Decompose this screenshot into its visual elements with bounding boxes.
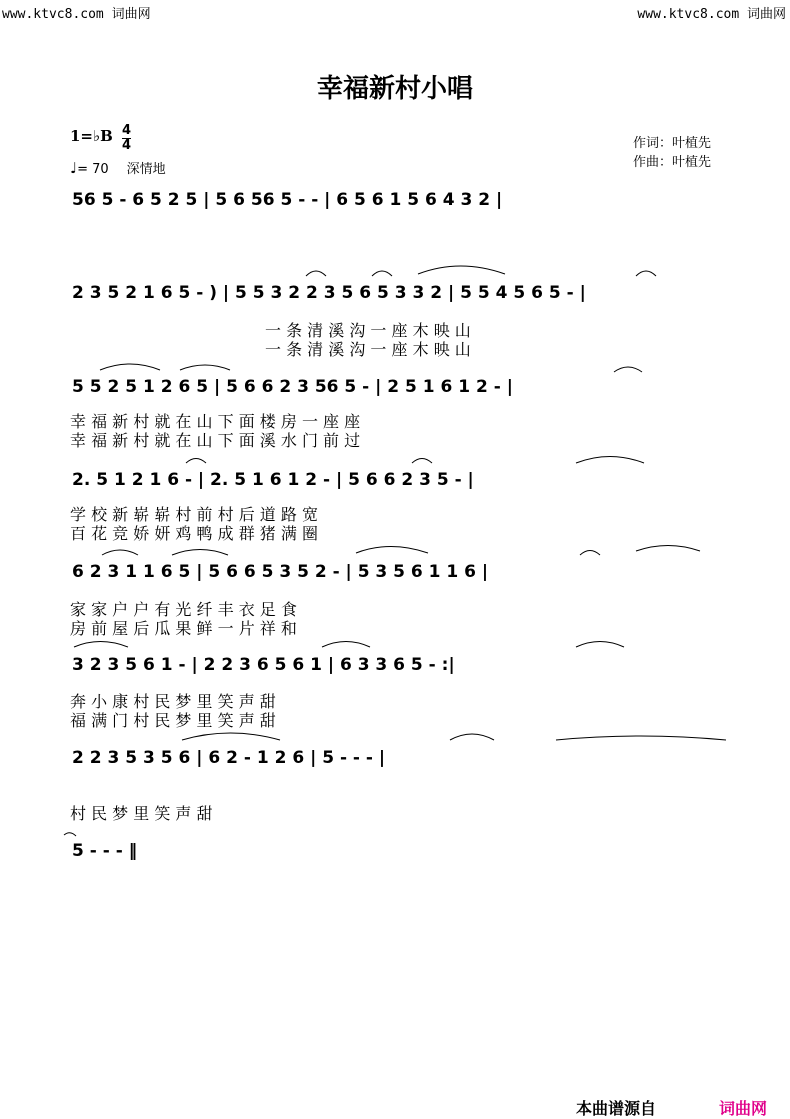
watermark-left: www.ktvc8.com 词曲网	[2, 7, 151, 22]
score-row-3-lyric-1: 幸 福 新 村 就 在 山 下 面 楼 房 一 座 座	[70, 412, 361, 431]
score-row-6-lyric-1: 奔 小 康 村 民 梦 里 笑 声 甜	[70, 692, 276, 711]
score-row-8-notes: 5 - - - ‖	[72, 841, 138, 861]
score-row-2-notes: 2 3 5 2 1 6 5 - ) | 5 5 3 2 2 3 5 6 5 3 3 2 | 5 5 4 5 6 5 - |	[72, 283, 586, 303]
score-row-1-notes: 56 5 - 6 5 2 5 | 5 6 56 5 - - | 6 5 6 1 5 6 4 3 2 |	[72, 190, 503, 210]
score-row-4-notes: 2. 5 1 2 1 6 - | 2. 5 1 6 1 2 - | 5 6 6 2 3 5 - |	[72, 470, 474, 490]
time-signature-bottom: 4	[122, 138, 132, 153]
page-title: 幸福新村小唱	[316, 74, 473, 104]
score-row-2-lyric-2: 一 条 清 溪 沟 一 座 木 映 山	[265, 340, 471, 359]
tempo-marking	[70, 158, 166, 177]
site-logo[interactable]: 词曲网	[719, 1099, 768, 1118]
lyricist-credit: 作词：叶植先	[633, 136, 712, 151]
expression-marking: 深情地	[126, 162, 166, 177]
score-row-6-lyric-2: 福 满 门 村 民 梦 里 笑 声 甜	[70, 711, 276, 730]
score-row-3-lyric-2: 幸 福 新 村 就 在 山 下 面 溪 水 门 前 过	[70, 431, 361, 450]
score-row-5-lyric-2: 房 前 屋 后 瓜 果 鲜 一 片 祥 和	[70, 619, 297, 638]
score-row-6-notes: 3 2 3 5 6 1 - | 2 2 3 6 5 6 1 | 6 3 3 6 5 - :|	[72, 655, 455, 675]
score-row-4-lyric-1: 学 校 新 崭 崭 村 前 村 后 道 路 宽	[70, 505, 318, 524]
key-signature: 1=♭B	[70, 127, 113, 145]
score-row-7-notes: 2 2 3 5 3 5 6 | 6 2 - 1 2 6 | 5 - - - |	[72, 748, 386, 768]
tempo-value: = 70	[77, 162, 109, 177]
watermark-right: www.ktvc8.com 词曲网	[637, 7, 786, 22]
time-signature-top: 4	[122, 123, 132, 138]
quarter-note-icon: ♩	[70, 159, 78, 177]
credits	[633, 134, 711, 172]
score-row-5-lyric-1: 家 家 户 户 有 光 纤 丰 衣 足 食	[70, 600, 297, 619]
time-signature	[122, 124, 131, 153]
score-row-2-lyric-1: 一 条 清 溪 沟 一 座 木 映 山	[265, 321, 471, 340]
score-row-3-notes: 5 5 2 5 1 2 6 5 | 5 6 6 2 3 56 5 - | 2 5 1 6 1 2 - |	[72, 377, 513, 397]
score-row-5-notes: 6 2 3 1 1 6 5 | 5 6 6 5 3 5 2 - | 5 3 5 6 1 1 6 |	[72, 562, 489, 582]
score-row-7-lyric-1: 村 民 梦 里 笑 声 甜	[70, 804, 213, 823]
score-row-4-lyric-2: 百 花 竞 娇 妍 鸡 鸭 成 群 猪 满 圈	[70, 524, 318, 543]
footer-source: 本曲谱源自	[576, 1099, 657, 1118]
composer-credit: 作曲：叶植先	[633, 155, 712, 170]
